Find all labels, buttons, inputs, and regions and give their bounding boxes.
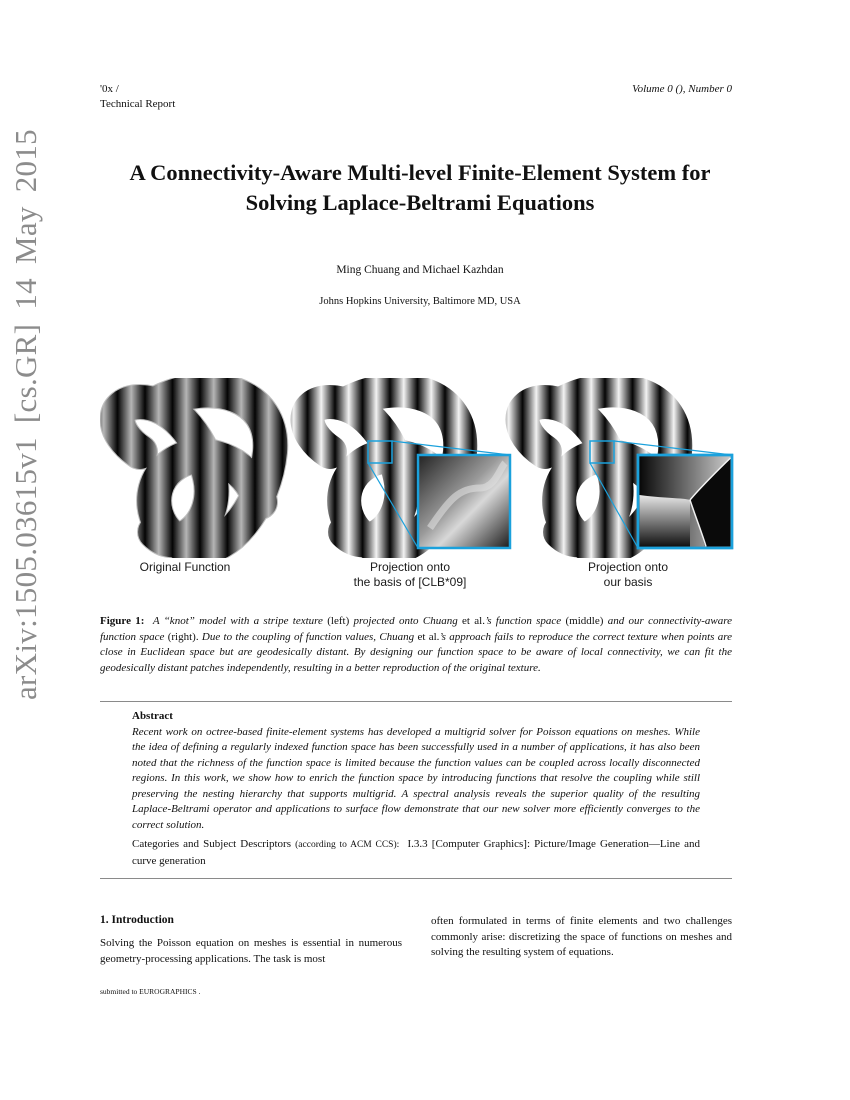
intro-column-right: often formulated in terms of finite elements and two challenges commonly arise: discretizing the space of functions on meshes and solving the resulting system of equations. (431, 915, 732, 958)
ccs-note: (according to ACM CCS): (295, 840, 400, 850)
intro-column-left: Solving the Poisson equation on meshes is essential in numerous geometry-processing applications. The task is most (100, 937, 402, 965)
caption-text: ’s function space (484, 615, 562, 627)
figure-1 (100, 378, 740, 598)
knot-figure-image (100, 378, 740, 558)
caption-text: et al. (417, 630, 440, 643)
caption-text: Due to the coupling of function values, Chuang (201, 630, 415, 643)
caption-text: et al. (462, 615, 485, 627)
ccs-label: Categories and Subject Descriptors (132, 838, 291, 850)
footer-note: submitted to EUROGRAPHICS . (100, 987, 201, 996)
panel-label-original (100, 560, 270, 575)
panel-label-line: our basis (603, 575, 653, 589)
panel-label-line: Projection onto (587, 560, 669, 574)
caption-text: (left) (327, 615, 350, 627)
divider-bottom (100, 878, 732, 879)
panel-label-clb09 (325, 560, 495, 590)
report-type: Technical Report (100, 98, 176, 110)
title-line-2: Solving Laplace-Beltrami Equations (245, 190, 595, 215)
title-line-1: A Connectivity-Aware Multi-level Finite-Element System for (129, 160, 711, 185)
divider-top (100, 701, 732, 702)
figure-caption (100, 614, 732, 676)
panel-label-line: Original Function (139, 560, 231, 574)
volume-number: Volume 0 (), Number 0 (632, 83, 732, 95)
authors: Ming Chuang and Michael Kazhdan (336, 264, 504, 276)
paper-title (100, 158, 740, 218)
arxiv-stamp: arXiv:1505.03615v1 [cs.GR] 14 May 2015 (8, 129, 43, 700)
header-left (100, 82, 175, 112)
abstract-body: Recent work on octree-based finite-element systems has developed a multigrid solver for Poisson equations on meshes. While the idea of defining a regularly indexed function space has been successfully used in a number of applications, it has also been noted that the richness of the function space is limited because the function values can be coupled across locally disconnected regions. In this work, we show how to enrich the function space by introducing functions that resolve the coupling while still preserving the nesting hierarchy that supports multigrid. A spectral analysis reveals the superior quality of the resulting Laplace-Beltrami operator and applications to surface flow demonstrate that our new solver more efficiently converges to the correct solution. (132, 725, 700, 831)
section-heading-introduction: 1. Introduction (100, 914, 174, 926)
abstract-heading: Abstract (132, 710, 173, 722)
knot-original (118, 390, 271, 547)
panel-label-line: Projection onto (369, 560, 451, 574)
panel-label-ours (543, 560, 713, 590)
ccs-text: I.3.3 [Computer Graphics]: Picture/Image Generation—Line and curve generation (132, 838, 700, 867)
journal-issue: '0x / (100, 83, 119, 95)
panel-label-line: the basis of [CLB*09] (353, 575, 467, 589)
figure-label: Figure 1: (100, 615, 145, 627)
caption-text: (right). (167, 630, 199, 643)
caption-text: and our connectivity-aware function space (100, 615, 733, 643)
ccs-descriptors (132, 837, 700, 869)
caption-text: (middle) (565, 615, 604, 627)
abstract (132, 709, 700, 833)
caption-text: projected onto Chuang (353, 615, 458, 627)
affiliation: Johns Hopkins University, Baltimore MD, USA (319, 296, 521, 307)
caption-text: ’s approach fails to reproduce the correct texture when points are close in Euclidean space but are geodesically distant. By designing our function space to be aware of local connectivity, we can fit the geodesically distant patches independently, resulting in a better reproduction of the original texture. (100, 630, 732, 674)
caption-text: A “knot” model with a stripe texture (152, 615, 323, 627)
